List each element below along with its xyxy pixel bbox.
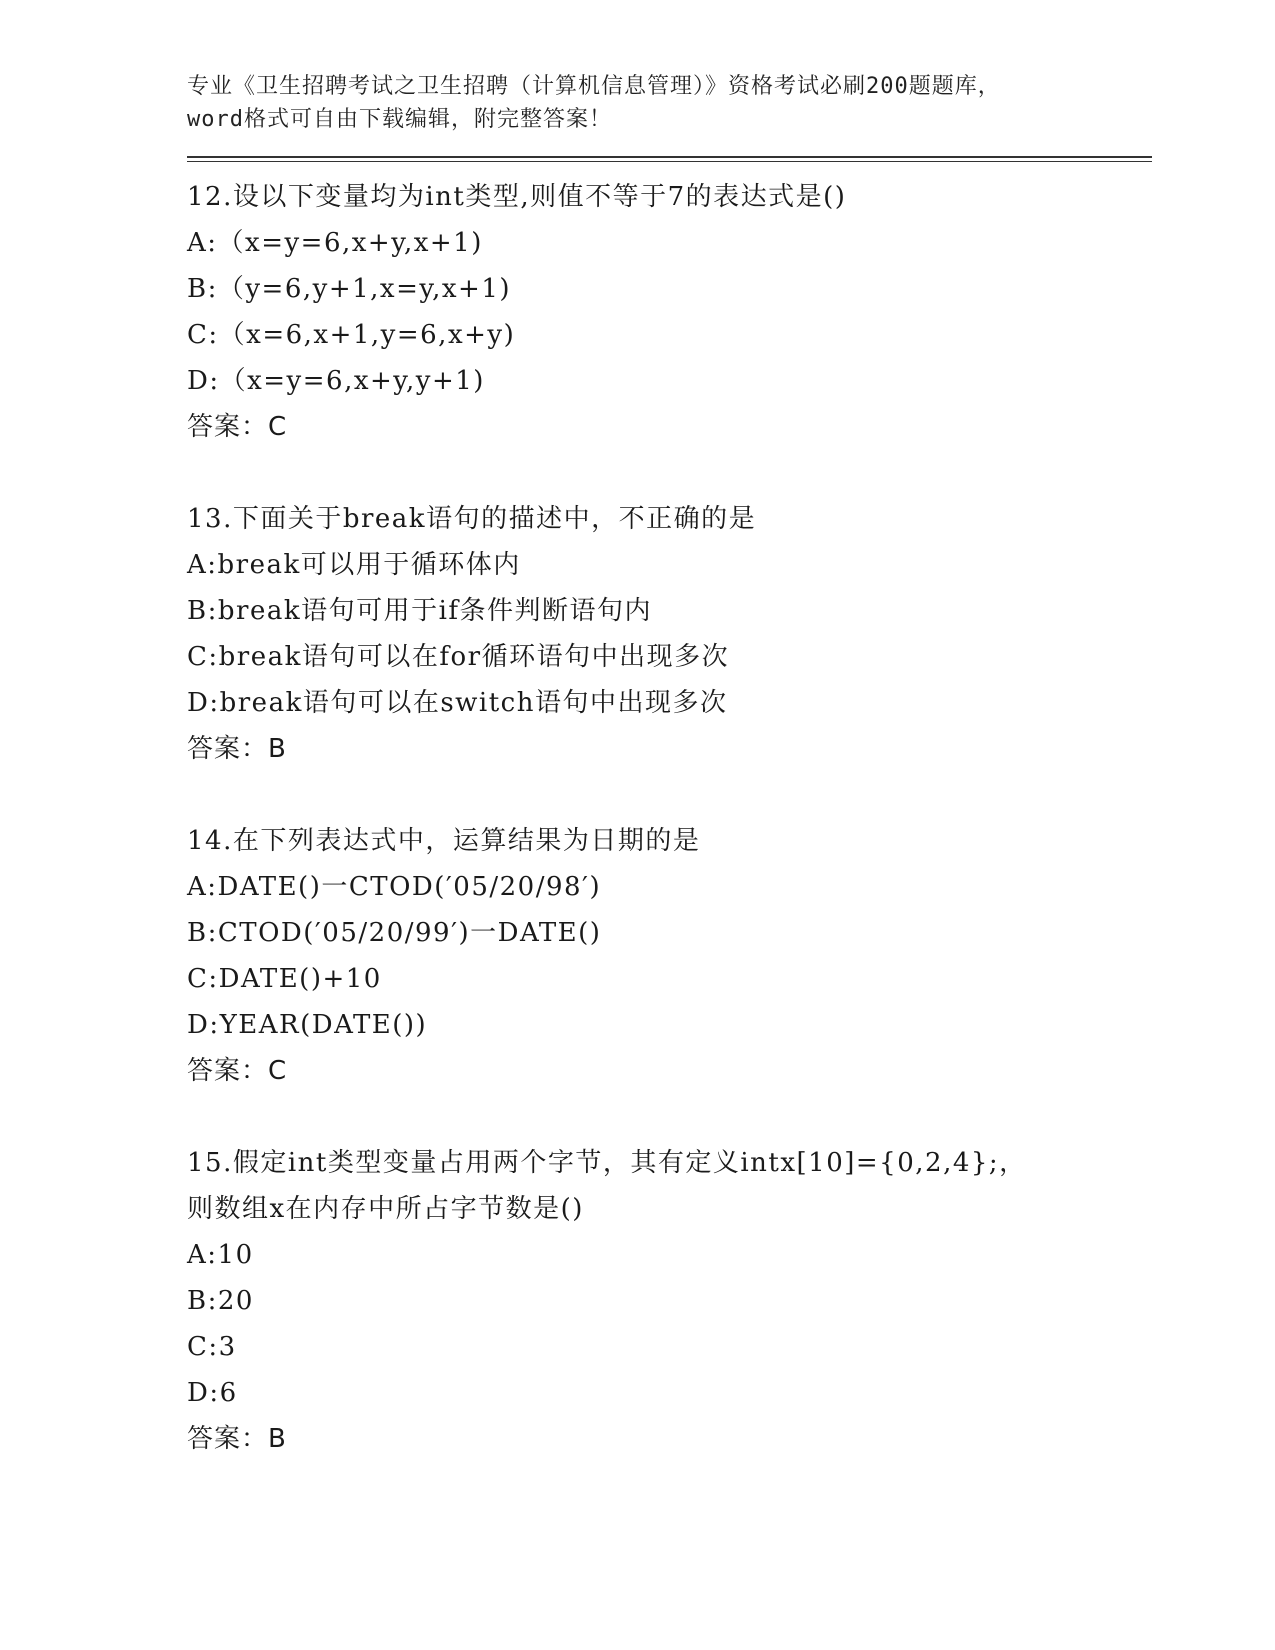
option-c: C:DATE()+10: [187, 964, 382, 994]
question-stem: 15.假定int类型变量占用两个字节，其有定义intx[10]={0,2,4};，: [187, 1148, 1027, 1178]
option-d: D:break语句可以在switch语句中出现多次: [187, 688, 728, 718]
option-a: A:DATE()一CTOD(′05/20/98′): [187, 872, 602, 902]
question-13: [187, 496, 1152, 772]
question-stem: 14.在下列表达式中，运算结果为日期的是: [187, 826, 701, 856]
option-a: A:（x=y=6,x+y,x+1): [187, 228, 483, 258]
option-d: D:YEAR(DATE()): [187, 1010, 428, 1040]
header-divider: [187, 156, 1152, 162]
option-a: A:10: [187, 1240, 254, 1270]
option-b: B:20: [187, 1286, 254, 1316]
answer-line: 答案：C: [187, 1056, 288, 1086]
answer-line: 答案：B: [187, 734, 287, 764]
header-line-2: word格式可自由下载编辑，附完整答案！: [187, 107, 612, 132]
document-page: [187, 70, 1152, 1508]
header-line-1: 专业《卫生招聘考试之卫生招聘（计算机信息管理）》资格考试必刷200题题库，: [187, 74, 1001, 99]
answer-line: 答案：C: [187, 412, 288, 442]
option-c: C:3: [187, 1332, 237, 1362]
question-15: [187, 1140, 1152, 1462]
option-a: A:break可以用于循环体内: [187, 550, 521, 580]
document-header: [187, 70, 1152, 136]
option-d: D:6: [187, 1378, 238, 1408]
answer-line: 答案：B: [187, 1424, 287, 1454]
option-c: C:break语句可以在for循环语句中出现多次: [187, 642, 730, 672]
question-12: [187, 174, 1152, 450]
option-b: B:CTOD(′05/20/99′)一DATE(): [187, 918, 602, 948]
option-b: B:（y=6,y+1,x=y,x+1): [187, 274, 512, 304]
question-stem: 13.下面关于break语句的描述中，不正确的是: [187, 504, 757, 534]
question-14: [187, 818, 1152, 1094]
option-c: C:（x=6,x+1,y=6,x+y): [187, 320, 516, 350]
option-d: D:（x=y=6,x+y,y+1): [187, 366, 485, 396]
question-stem: 12.设以下变量均为int类型,则值不等于7的表达式是(): [187, 182, 847, 212]
question-stem-continued: 则数组x在内存中所占字节数是(): [187, 1194, 584, 1224]
option-b: B:break语句可用于if条件判断语句内: [187, 596, 653, 626]
question-list: [187, 174, 1152, 1462]
